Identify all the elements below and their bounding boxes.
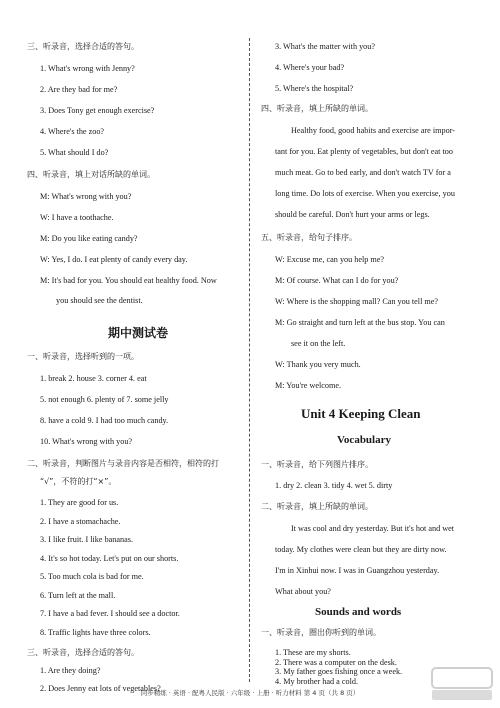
watermark-logo [430, 664, 494, 704]
dialogue-line: see it on the left. [291, 339, 346, 348]
midterm-section-1-heading: 一、听录音，选择听到的一项。 [27, 352, 139, 361]
dialogue-line: M: It's bad for you. You should eat healthy food. Now [40, 276, 217, 285]
dialogue-line: you should see the dentist. [56, 296, 143, 305]
midterm-section-2-heading: 二、听录音，判断图片与录音内容是否相符，相符的打 [27, 459, 219, 468]
list-item: 2. Are they bad for me? [40, 85, 118, 94]
list-item: 2. I have a stomachache. [40, 516, 121, 526]
list-item: 8. Traffic lights have three colors. [40, 627, 151, 637]
paragraph-line: today. My clothes were clean but they are dirty now. [275, 545, 447, 554]
dialogue-line: W: Yes, I do. I eat plenty of candy every day. [40, 255, 188, 264]
list-item: 1. They are good for us. [40, 498, 119, 507]
list-item: 5. Where's the hospital? [275, 84, 354, 93]
list-item: 3. What's the matter with you? [275, 42, 376, 51]
list-item: 6. Turn left at the mall. [40, 590, 116, 600]
section-5-heading: 五、听录音，给句子排序。 [261, 233, 357, 242]
column-divider [249, 38, 250, 682]
list-item: 5. Too much cola is bad for me. [40, 572, 144, 581]
list-item: 7. I have a bad fever. I should see a doctor. [40, 609, 180, 618]
list-item: 2. Does Jenny eat lots of vegetables? [40, 684, 161, 693]
dialogue-line: W: Thank you very much. [275, 360, 361, 369]
list-item: 5. What should I do? [40, 148, 109, 157]
list-item: 1. Are they doing? [40, 666, 101, 675]
list-item: 4. It's so hot today. Let's put on our shorts. [40, 553, 179, 563]
dialogue-line: M: Go straight and turn left at the bus stop. You can [275, 318, 445, 327]
list-item: 4. Where's your bad? [275, 63, 345, 72]
midterm-section-3-heading: 三、听录音，选择合适的答句。 [27, 648, 139, 657]
dialogue-line: M: Of course. What can I do for you? [275, 276, 399, 285]
dialogue-line: M: What's wrong with you? [40, 192, 132, 201]
dialogue-line: M: You're welcome. [275, 381, 342, 390]
paragraph-line: much meat. Go to bed early, and don't watch TV for a [275, 168, 451, 177]
dialogue-line: W: Excuse me, can you help me? [275, 255, 385, 264]
dialogue-line: M: Do you like eating candy? [40, 234, 138, 243]
vocab-items: 1. dry 2. clean 3. tidy 4. wet 5. dirty [275, 481, 393, 490]
paragraph-line: I'm in Xinhui now. I was in Guangzhou yesterday. [275, 566, 440, 575]
paragraph-line: long time. Do lots of exercise. When you exercise, you [275, 189, 455, 198]
page-footer: 同步精练 · 英语 · 配粤人民版 · 六年级 · 上册 · 听力材料 第 4 页（共 8 页） [140, 689, 360, 697]
dialogue-line: W: Where is the shopping mall? Can you tell me? [275, 297, 439, 306]
midterm-section-2-heading-cont: “√”，不符的打“×”。 [40, 477, 117, 486]
list-item: 1. These are my shorts. [275, 648, 351, 657]
paragraph-line: It was cool and dry yesterday. But it's hot and wet [291, 524, 455, 533]
section-4-heading: 四、听录音，填上对话所缺的单词。 [27, 170, 155, 179]
list-item: 1. What's wrong with Jenny? [40, 64, 135, 73]
paragraph-line: Healthy food, good habits and exercise are impor- [291, 126, 455, 135]
unit-title: Unit 4 Keeping Clean [301, 406, 421, 421]
vocab-section-2-heading: 二、听录音，填上所缺的单词。 [261, 502, 373, 511]
list-item: 2. There was a computer on the desk. [275, 657, 397, 667]
sounds-section-1-heading: 一、听录音，圈出你听到的单词。 [261, 628, 381, 637]
dialogue-line: W: I have a toothache. [40, 213, 114, 222]
list-item: 8. have a cold 9. I had too much candy. [40, 416, 169, 425]
vocabulary-title: Vocabulary [337, 434, 391, 446]
list-item: 3. I like fruit. I like bananas. [40, 535, 133, 544]
paragraph-line: tant for you. Eat plenty of vegetables, but don't eat too [275, 147, 453, 156]
paragraph-line: What about you? [275, 587, 331, 596]
list-item: 4. Where's the zoo? [40, 127, 105, 136]
list-item: 4. My brother had a cold. [275, 676, 358, 686]
sounds-and-words-title: Sounds and words [315, 606, 402, 618]
vocab-section-1-heading: 一、听录音，给下列图片排序。 [261, 460, 373, 469]
list-item: 3. Does Tony get enough exercise? [40, 106, 155, 115]
section-3-heading: 三、听录音，选择合适的答句。 [27, 42, 139, 51]
list-item: 1. break 2. house 3. corner 4. eat [40, 374, 147, 383]
list-item: 5. not enough 6. plenty of 7. some jelly [40, 395, 169, 404]
list-item: 3. My father goes fishing once a week. [275, 667, 403, 676]
section-4-heading: 四、听录音，填上所缺的单词。 [261, 104, 373, 113]
midterm-title: 期中测试卷 [108, 326, 169, 340]
paragraph-line: should be careful. Don't hurt your arms or legs. [275, 210, 430, 219]
list-item: 10. What's wrong with you? [40, 437, 133, 446]
